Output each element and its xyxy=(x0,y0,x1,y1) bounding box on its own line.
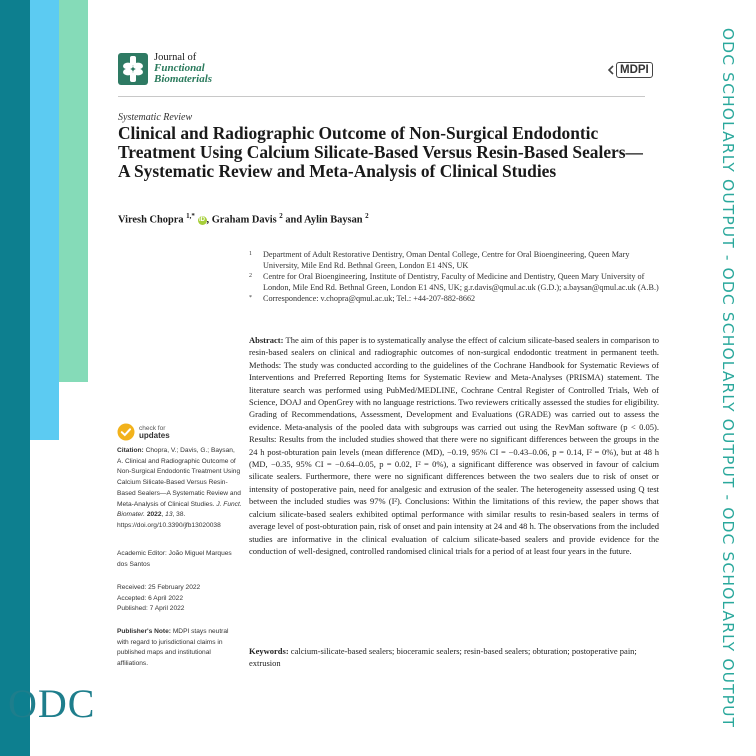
citation-text: Chopra, V.; Davis, G.; Baysan, A. Clinical and Radiographic Outcome of Non-Surgical Endodontic Treatment Using Calcium Silicate-Based Versus Resin-Based Sealers—A Systematic Review and Meta-Analysis of Clinical Studies. xyxy=(117,447,241,508)
date-accepted: Accepted: 6 April 2022 xyxy=(117,594,183,602)
publisher-logo xyxy=(607,62,653,78)
check-updates-line1: check for xyxy=(139,424,166,432)
check-updates-icon xyxy=(117,423,135,441)
author-affiliation-mark: 2 xyxy=(279,212,283,220)
abstract-label: Abstract: xyxy=(249,335,284,345)
stripe-light-blue xyxy=(30,0,59,440)
scholarly-output-banner-text: ODC SCHOLARLY OUTPUT - ODC SCHOLARLY OUTPUT - ODC SCHOLARLY OUTPUT xyxy=(719,27,737,729)
journal-name-line1: Journal of xyxy=(154,52,197,63)
journal-name xyxy=(154,52,212,85)
check-for-updates-button[interactable] xyxy=(117,423,170,441)
stripe-mint xyxy=(59,0,88,382)
journal-name-line3: Biomaterials xyxy=(154,73,213,85)
publishers-note-text: MDPI stays neutral with regard to jurisdictional claims in published maps and institutional affiliations. xyxy=(117,628,229,668)
date-published: Published: 7 April 2022 xyxy=(117,605,185,613)
citation-pages: , 38. xyxy=(172,511,186,519)
affiliation-mark: 1 xyxy=(249,251,252,257)
affiliation-item xyxy=(249,272,659,293)
date-received: Received: 25 February 2022 xyxy=(117,584,201,591)
citation-year: 2022 xyxy=(146,511,162,519)
affiliation-item xyxy=(249,250,659,271)
author-name[interactable]: Viresh Chopra xyxy=(118,214,184,226)
odc-logo: ODC xyxy=(8,681,96,726)
journal-header xyxy=(118,52,212,85)
abstract-text: The aim of this paper is to systematically analyse the effect of calcium silicate-based sealers in comparison to resin-based sealers on clinical and radiographic outcomes of non-surgical endodontic treatment in permanent teeth. Methods: The study was conducted according to the guidelines of the Cochrane Handbook for Systematic Reviews of Interventions and Preferred Reporting Items for Systematic Review and Meta-Analyses (PRISMA) statement. The literature search was performed using PubMed/MEDLINE, Cochrane Central Register of Controlled Trials, Web of Science, DOAJ and OpenGrey with no language restrictions. Two reviewers critically assessed the studies for eligibility. Grading of Recommendations, Assessment, Development and Evaluations (GRADE) was carried out to assess the evidence. Meta-analysis of the pooled data with subgroups was carried out using the RevMan software (p < 0.05). Results: Results from the included studies showed that there were no significant differences between the groups in the 24 h post-obturation pain levels (mean difference (MD), −0.19, 95% CI = −0.43–0.06, p = 0.14, I² = 0%), but at 48 h (MD, −0.35, 95% CI = −0.64–0.05, p = 0.02, I² = 0%), a significant difference was observed in favour of calcium silicate sealers. Furthermore, there were no significant differences between the two sealers due to risk of onset or intensity of postoperative pain, need for analgesic and extrusion of the sealer. The heterogeneity assessed using Q test between the included studies was 97% (I²). Conclusions: Within the limitations of this review, the paper shows that calcium silicate-based sealers exhibited optimal performance with similar results to resin-based sealers in terms of average level of post-obturation pain, risk of onset and pain intensity at 24 and 48 h. The observations from the included studies are informative in the clinical evaluation of calcium silicate-based sealers and provide evidence for the conduction of well-designed, controlled randomised clinical trials for a period of at least four years in the future. xyxy=(249,335,659,556)
orcid-icon[interactable]: iD xyxy=(199,217,205,224)
abstract xyxy=(249,334,659,557)
publication-dates xyxy=(117,583,242,615)
affiliation-mark: 2 xyxy=(249,273,252,280)
author-name[interactable]: Aylin Baysan xyxy=(304,214,363,226)
publisher-name: MDPI xyxy=(616,62,653,78)
check-updates-line2: updates xyxy=(139,431,170,440)
keywords-label: Keywords: xyxy=(249,646,289,656)
affiliation-text: Department of Adult Restorative Dentistry, Oman Dental College, Centre for Oral Bioengineering, Queen Mary University, Mile End Rd. Bethnal Green, London E1 4NS, UK xyxy=(263,250,630,270)
author-affiliation-mark: 2 xyxy=(365,212,369,220)
affiliation-text: Correspondence: v.chopra@qmul.ac.uk; Tel.: +44-207-882-8662 xyxy=(263,294,476,304)
author-separator: and xyxy=(282,214,305,226)
academic-editor: Academic Editor: João Miguel Marques dos Santos xyxy=(117,550,232,568)
publishers-note xyxy=(117,627,242,670)
joint-icon xyxy=(118,53,148,85)
header-divider xyxy=(118,96,645,97)
author-name[interactable]: Graham Davis xyxy=(211,214,277,226)
citation-journal: J. Funct. Biomater. xyxy=(117,500,242,519)
author-affiliation-mark: 1,* xyxy=(186,212,195,220)
article-title: Clinical and Radiographic Outcome of Non-Surgical Endodontic Treatment Using Calcium Silicate-Based Versus Resin-Based Sealers—A Systematic Review and Meta-Analysis of Clinical Studies xyxy=(118,123,643,181)
citation-block: Citation: Chopra, V.; Davis, G.; Baysan, A. Clinical and Radiographic Outcome of Non-Surgical Endodontic Treatment Using Calcium Silicate-Based Versus Resin-Based Sealers—A Systematic Review and Meta-Analysis of Clinical Studies. J. Funct. Biomater. 2022, 13, 38. https://doi.org/10.3390/jfb13020038 xyxy=(117,447,242,529)
affiliations xyxy=(249,250,659,306)
citation-doi-link[interactable]: https://doi.org/10.3390/jfb13020038 xyxy=(117,521,221,529)
affiliation-mark: * xyxy=(249,295,252,302)
check-updates-text xyxy=(139,425,170,440)
citation-volume: 13 xyxy=(165,511,173,519)
keywords xyxy=(249,645,659,670)
mdpi-arrow-icon xyxy=(607,63,615,77)
author-separator: , xyxy=(206,214,212,226)
keywords-text: calcium-silicate-based sealers; bioceramic sealers; resin-based sealers; obturation; postoperative pain; extrusion xyxy=(249,646,637,669)
publishers-note-label: Publisher's Note: xyxy=(117,628,171,635)
stripe-dark-teal xyxy=(0,0,30,756)
affiliation-text: Centre for Oral Bioengineering, Institute of Dentistry, Faculty of Medicine and Dentistry, Queen Mary University of London, Mile End Rd. Bethnal Green, London E1 4NS, UK; g.r.davis@qmul.ac.uk (G.D.); a.baysan@qmul.ac.uk (A.B.) xyxy=(263,272,659,292)
citation-label: Citation: xyxy=(117,447,144,454)
author-list xyxy=(118,212,369,225)
article-type: Systematic Review xyxy=(118,112,193,123)
affiliation-item xyxy=(249,294,659,305)
journal-name-line2: Functional xyxy=(154,62,205,74)
